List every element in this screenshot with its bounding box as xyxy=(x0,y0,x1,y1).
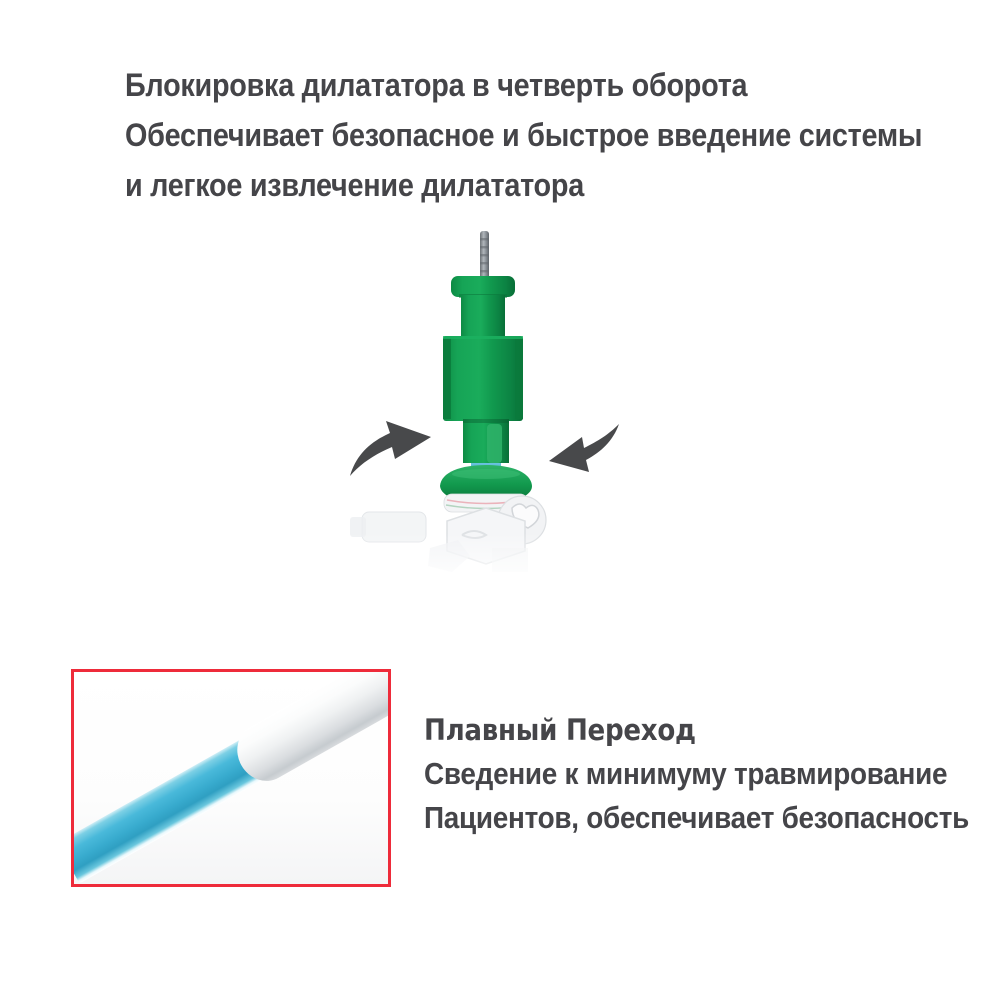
headline-line-2: Обеспечивает безопасное и быстрое введение системы xyxy=(125,117,923,153)
caption xyxy=(424,708,969,840)
dilator-tip xyxy=(227,669,391,791)
headline xyxy=(125,60,922,210)
catheter-tip-photo-box xyxy=(71,669,391,887)
headline-line-1: Блокировка дилататора в четверть оборота xyxy=(125,67,748,103)
hub-fade xyxy=(330,533,640,580)
caption-line-2: Пациентов, обеспечивает безопасность xyxy=(424,800,970,835)
rotate-arrow-right-icon xyxy=(549,424,619,472)
caption-title: Плавный Переход xyxy=(424,713,696,747)
dilator-lock-figure xyxy=(330,220,640,580)
device-illustration xyxy=(330,220,640,580)
guidewire-icon xyxy=(480,231,489,280)
rotate-arrow-left-icon xyxy=(350,421,431,476)
catheter-shaft xyxy=(71,738,267,884)
catheter-tube xyxy=(71,669,391,887)
dilator-cap xyxy=(443,276,523,463)
caption-line-1: Сведение к минимуму травмирование xyxy=(424,756,948,791)
headline-line-3: и легкое извлечение дилататора xyxy=(125,167,584,203)
